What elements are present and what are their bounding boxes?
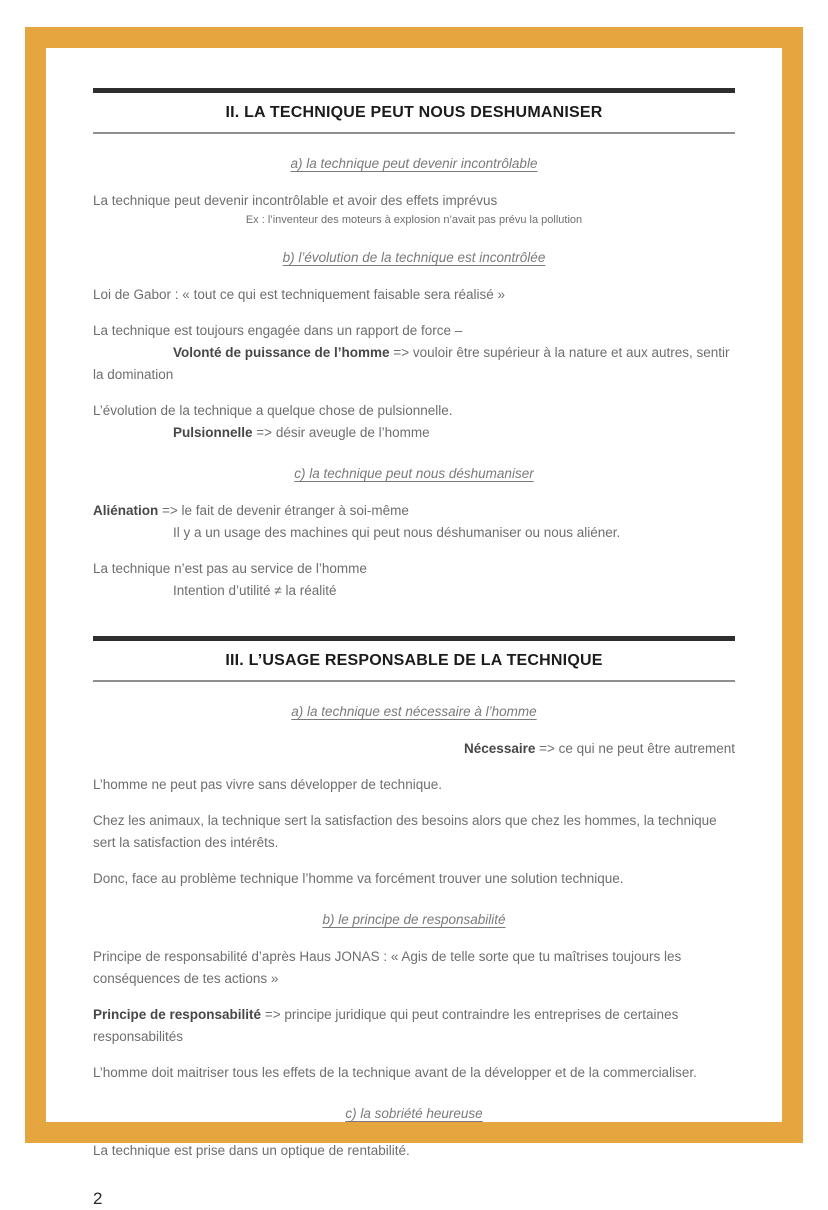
definition-line: [93, 342, 735, 386]
paragraph-group: [93, 500, 735, 544]
paragraph: L’évolution de la technique a quelque chose de pulsionnelle.: [93, 403, 453, 418]
definition-line: [93, 422, 735, 444]
definition-text: => vouloir être supérieur à la nature et aux autres, sentir la domination: [93, 345, 730, 382]
paragraph-group: [93, 558, 735, 602]
subheading-iii-a: a) la technique est nécessaire à l’homme: [291, 704, 537, 719]
paragraph-group: [93, 320, 735, 386]
definition-term: Pulsionnelle: [173, 425, 253, 440]
definition-text: => principe juridique qui peut contraindre les entreprises de certaines responsabilités: [93, 1007, 679, 1044]
definition-term: Aliénation: [93, 503, 159, 518]
subheading-ii-c: c) la technique peut nous déshumaniser: [294, 466, 534, 481]
paragraph: Donc, face au problème technique l’homme va forcément trouver une solution technique.: [93, 871, 624, 886]
paragraph: La technique est toujours engagée dans un rapport de force –: [93, 323, 463, 338]
section-iii-title: III. L’USAGE RESPONSABLE DE LA TECHNIQUE: [225, 652, 603, 669]
definition-line: [93, 738, 735, 760]
subheading-ii-a: a) la technique peut devenir incontrôlable: [290, 156, 538, 171]
document-page: [46, 48, 782, 1208]
paragraph: Loi de Gabor : « tout ce qui est techniquement faisable sera réalisé »: [93, 287, 506, 302]
paragraph: L’homme doit maitriser tous les effets de la technique avant de la développer et de la commercialiser.: [93, 1065, 697, 1080]
definition-term: Volonté de puissance de l’homme: [173, 345, 390, 360]
definition-term: Nécessaire: [464, 741, 536, 756]
page-number: 2: [93, 1189, 103, 1208]
subheading-iii-c: c) la sobriété heureuse: [345, 1106, 483, 1121]
definition-text: => ce qui ne peut être autrement: [539, 741, 735, 756]
paragraph-group: [93, 190, 735, 228]
section-ii-header: [93, 88, 735, 134]
paragraph: L’homme ne peut pas vivre sans développer de technique.: [93, 777, 442, 792]
subheading-iii-b: b) le principe de responsabilité: [322, 912, 506, 927]
paragraph: Chez les animaux, la technique sert la satisfaction des besoins alors que chez les hommes, la technique sert la satisfaction des intérêts.: [93, 813, 717, 850]
definition-text: => désir aveugle de l’homme: [256, 425, 430, 440]
definition-line: [93, 500, 735, 522]
definition-line: [93, 1004, 735, 1048]
paragraph: Il y a un usage des machines qui peut nous déshumaniser ou nous aliéner.: [173, 525, 621, 540]
paragraph: Intention d’utilité ≠ la réalité: [173, 583, 337, 598]
subheading-ii-b: b) l’évolution de la technique est incontrôlée: [282, 250, 546, 265]
paragraph: La technique peut devenir incontrôlable et avoir des effets imprévus: [93, 193, 498, 208]
paragraph: La technique n’est pas au service de l’homme: [93, 561, 367, 576]
paragraph-group: [93, 400, 735, 444]
paragraph: La technique est prise dans un optique de rentabilité.: [93, 1143, 410, 1158]
page-border-frame: [25, 27, 803, 1208]
definition-text: => le fait de devenir étranger à soi-même: [162, 503, 409, 518]
section-ii-title: II. LA TECHNIQUE PEUT NOUS DESHUMANISER: [225, 104, 603, 121]
example-note: Ex : l’inventeur des moteurs à explosion n’avait pas prévu la pollution: [245, 214, 583, 226]
section-iii-header: [93, 636, 735, 682]
definition-term: Principe de responsabilité: [93, 1007, 262, 1022]
paragraph: Principe de responsabilité d’après Haus JONAS : « Agis de telle sorte que tu maîtrises toujours les conséquences de tes actions »: [93, 949, 682, 986]
